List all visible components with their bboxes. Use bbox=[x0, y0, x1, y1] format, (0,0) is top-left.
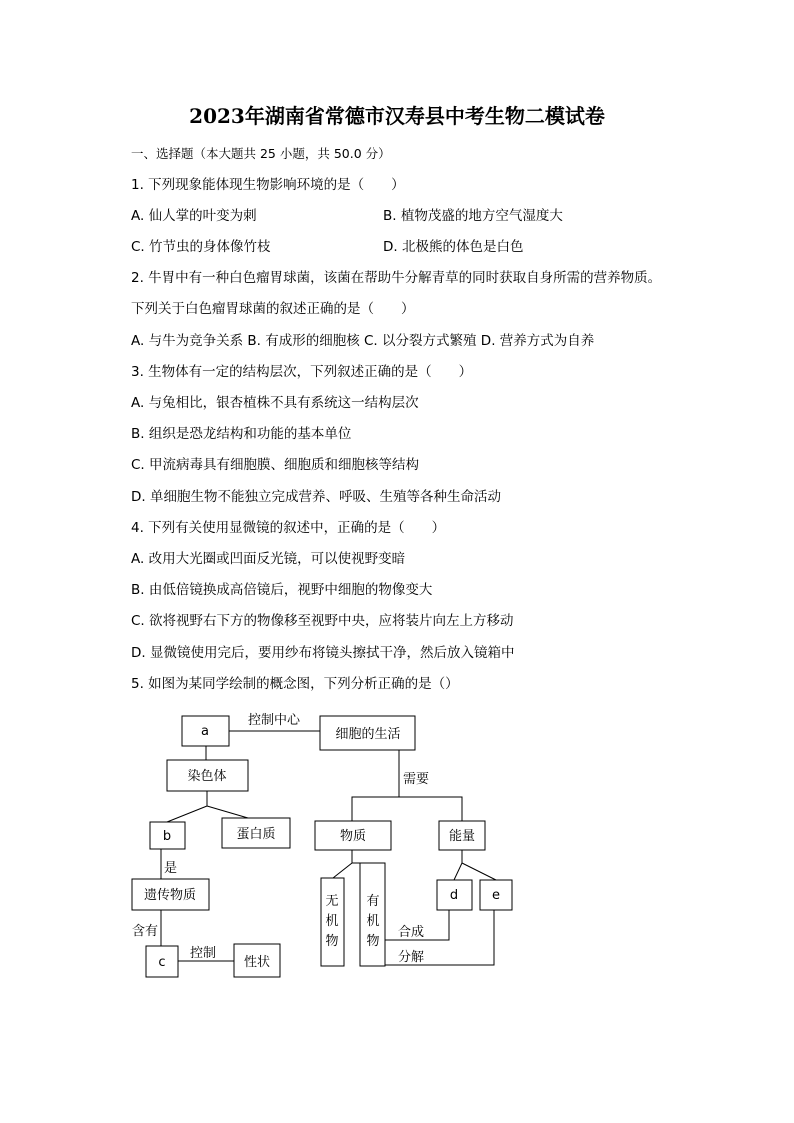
q4-option-b: B. 由低倍镜换成高倍镜后，视野中细胞的物像变大 bbox=[131, 582, 433, 598]
section-heading: 一、选择题（本大题共 25 小题，共 50.0 分） bbox=[131, 146, 391, 161]
q4-option-d: D. 显微镜使用完后，要用纱布将镜头擦拭干净，然后放入镜箱中 bbox=[131, 645, 515, 661]
q3-option-a: A. 与兔相比，银杏植株不具有系统这一结构层次 bbox=[131, 395, 419, 411]
q1-option-a: A. 仙人掌的叶变为刺 bbox=[131, 208, 257, 224]
q2-options: A. 与牛为竞争关系 B. 有成形的细胞核 C. 以分裂方式繁殖 D. 营养方式为自养 bbox=[131, 333, 595, 349]
label-chromosome: 染色体 bbox=[187, 769, 227, 784]
q2-stem: 2. 牛胃中有一种白色瘤胃球菌，该菌在帮助牛分解青草的同时获取自身所需的营养物质。 bbox=[131, 270, 662, 286]
label-energy: 能量 bbox=[448, 829, 476, 844]
label-trait: 性状 bbox=[243, 955, 271, 970]
label-b: b bbox=[162, 829, 172, 844]
label-d: d bbox=[449, 888, 459, 903]
label-inorganic-1: 无 bbox=[325, 894, 339, 909]
label-contains: 含有 bbox=[132, 924, 159, 939]
q4-stem: 4. 下列有关使用显微镜的叙述中，正确的是（ ） bbox=[131, 520, 446, 536]
q1-stem: 1. 下列现象能体现生物影响环境的是（ ） bbox=[131, 177, 405, 193]
label-matter: 物质 bbox=[339, 829, 367, 844]
label-synthesis: 合成 bbox=[398, 925, 425, 940]
q4-option-a: A. 改用大光圈或凹面反光镜，可以使视野变暗 bbox=[131, 551, 406, 567]
q1-option-b: B. 植物茂盛的地方空气湿度大 bbox=[383, 208, 563, 224]
exam-title: 2023年湖南省常德市汉寿县中考生物二模试卷 bbox=[189, 104, 605, 128]
label-inorganic-3: 物 bbox=[325, 934, 339, 949]
label-a: a bbox=[201, 724, 209, 739]
q3-option-d: D. 单细胞生物不能独立完成营养、呼吸、生殖等各种生命活动 bbox=[131, 489, 501, 505]
q5-stem: 5. 如图为某同学绘制的概念图，下列分析正确的是（） bbox=[131, 676, 459, 692]
label-organic-2: 机 bbox=[366, 914, 380, 929]
q4-option-c: C. 欲将视野右下方的物像移至视野中央，应将装片向左上方移动 bbox=[131, 613, 514, 629]
label-control-center: 控制中心 bbox=[248, 713, 301, 728]
label-cell-life: 细胞的生活 bbox=[335, 727, 401, 742]
label-decompose: 分解 bbox=[398, 950, 425, 965]
label-protein: 蛋白质 bbox=[236, 827, 276, 842]
q3-option-c: C. 甲流病毒具有细胞膜、细胞质和细胞核等结构 bbox=[131, 457, 420, 473]
label-organic-3: 物 bbox=[366, 934, 380, 949]
label-controls: 控制 bbox=[190, 946, 217, 961]
label-organic-1: 有 bbox=[366, 894, 380, 909]
q2-stem-cont: 下列关于白色瘤胃球菌的叙述正确的是（ ） bbox=[131, 301, 415, 317]
q1-option-d: D. 北极熊的体色是白色 bbox=[383, 239, 524, 255]
label-genetic-material: 遗传物质 bbox=[143, 888, 197, 903]
q3-stem: 3. 生物体有一定的结构层次，下列叙述正确的是（ ） bbox=[131, 364, 473, 380]
q1-option-c: C. 竹节虫的身体像竹枝 bbox=[131, 239, 271, 255]
label-needs: 需要 bbox=[403, 772, 430, 787]
label-e: e bbox=[492, 888, 500, 903]
label-is: 是 bbox=[164, 861, 178, 876]
q3-option-b: B. 组织是恐龙结构和功能的基本单位 bbox=[131, 426, 352, 442]
label-inorganic-2: 机 bbox=[325, 914, 339, 929]
label-c: c bbox=[158, 955, 166, 970]
